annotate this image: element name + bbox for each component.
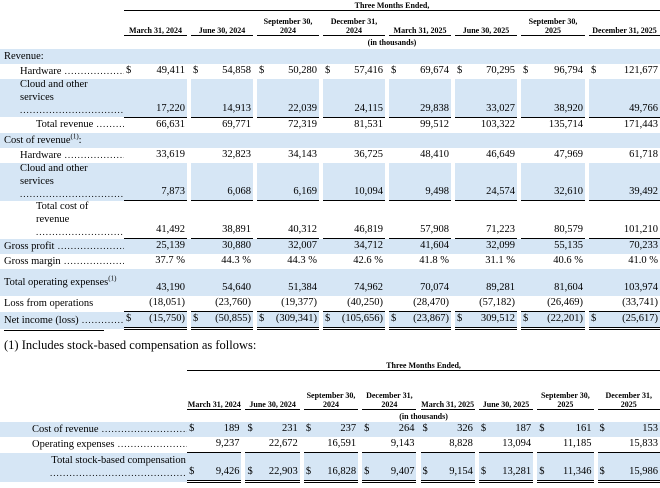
table-cell: [521, 312, 585, 329]
table-row: Total cost of revenue ..... 41,492 38,891 40,312 46,819 57,908 71,223 80,579 101,210: [0, 201, 660, 239]
table-cell: [589, 163, 660, 201]
cell-value: 16,591: [327, 438, 357, 449]
table-cell: [191, 201, 253, 239]
table-row: Cloud and other services ..... 7,873 6,068 6,169 10,094 9,498 24,574 32,610 39,492: [0, 163, 660, 201]
currency-symbol: $: [364, 466, 370, 477]
cell-value: 70,233: [629, 240, 658, 251]
currency-symbol: $: [259, 313, 265, 324]
cell-value: 11,185: [563, 438, 592, 449]
table-cell: [323, 79, 385, 117]
table-row: Total revenue ..... 66,631 69,771 72,319 81,531 99,512 103,322 135,714 171,443: [0, 117, 660, 133]
table-cell: [124, 64, 187, 79]
currency-symbol: $: [599, 466, 605, 477]
table-row: Gross margin ..... 37.7 % 44.3 % 44.3 % 42.6 % 41.8 % 31.1 % 40.6 % 41.0 %: [0, 254, 660, 269]
period-header: December 31, 2024: [362, 371, 416, 410]
period-header: September 30, 2024: [257, 11, 319, 36]
stock-compensation-table: [0, 360, 660, 483]
table-cell: [124, 269, 187, 296]
currency-symbol: $: [422, 466, 428, 477]
cell-value: 37.7 %: [155, 255, 185, 266]
cell-value: 40,312: [288, 224, 317, 235]
table-cell: [191, 79, 253, 117]
cell-value: 41,492: [156, 224, 185, 235]
table-cell: [389, 296, 451, 312]
footnote-text: (1) Includes stock-based compensation as follows:: [4, 338, 257, 352]
cell-value: 187: [515, 423, 532, 434]
cell-value: 48,410: [420, 148, 449, 160]
currency-symbol: $: [422, 423, 428, 434]
cell-value: 89,281: [486, 282, 515, 293]
table-cell: [191, 296, 253, 312]
table-cell: [537, 453, 593, 482]
currency-symbol: $: [457, 65, 463, 76]
table-cell: [389, 254, 451, 269]
cell-value: 38,891: [222, 224, 251, 235]
table-cell: [421, 437, 475, 453]
cell-value: 153: [642, 423, 658, 434]
table-cell: [521, 254, 585, 269]
table-cell: [389, 64, 451, 79]
cell-value: 80,579: [554, 224, 583, 235]
cell-value: 44.3 %: [287, 255, 317, 266]
cell-value: (309,341): [275, 313, 317, 324]
cell-value: 33,027: [486, 102, 515, 114]
cell-value: 8,828: [449, 438, 473, 449]
table-cell: [124, 79, 187, 117]
cell-value: 69,771: [222, 118, 251, 130]
cell-value: 33,619: [156, 148, 185, 160]
period-header: December 31, 2024: [323, 11, 385, 36]
table-cell: [362, 422, 416, 437]
currency-symbol: $: [189, 423, 195, 434]
table-cell: [421, 422, 475, 437]
cell-value: (23,867): [413, 313, 449, 324]
cell-value: (23,760): [215, 297, 251, 308]
cell-value: (105,656): [341, 313, 383, 324]
table-cell: [257, 117, 319, 133]
period-banner: Three Months Ended,: [187, 360, 660, 371]
table-cell: [537, 437, 593, 453]
table-cell: [455, 239, 517, 255]
cell-value: (33,741): [622, 297, 658, 308]
table-cell: [323, 117, 385, 133]
cell-value: 81,531: [354, 118, 383, 130]
cell-value: 74,962: [354, 282, 383, 293]
table-cell: [521, 296, 585, 312]
currency-symbol: $: [480, 466, 487, 477]
table-row: Hardware ..... $ 49,411 $ 54,858 $ 50,280 $ 57,416 $ 69,674 $ 70,295 $ 96,794 $ 121,677: [0, 64, 660, 79]
table-cell: [455, 64, 517, 79]
currency-symbol: $: [305, 423, 312, 434]
cell-value: 44.3 %: [221, 255, 251, 266]
cell-value: 34,712: [354, 240, 383, 251]
currency-symbol: $: [247, 466, 253, 477]
cell-value: 24,115: [354, 102, 383, 114]
table-cell: [589, 312, 660, 329]
cell-value: 55,135: [554, 240, 583, 251]
cell-value: 135,714: [548, 118, 583, 130]
currency-symbol: $: [591, 313, 597, 324]
table-cell: [589, 64, 660, 79]
table-cell: [124, 254, 187, 269]
period-header: March 31, 2025: [421, 371, 475, 410]
period-header: March 31, 2024: [124, 11, 187, 36]
table-cell: [389, 269, 451, 296]
currency-symbol: $: [126, 313, 132, 324]
cell-value: 9,426: [215, 466, 240, 477]
cell-value: 50,280: [288, 65, 317, 76]
cell-value: (28,470): [413, 297, 449, 308]
table-cell: [389, 312, 451, 329]
table-cell: [389, 79, 451, 117]
table-cell: [598, 422, 660, 437]
table-row: Operating expenses ..... 9,237 22,672 16,591 9,143 8,828 13,094 11,185 15,833: [0, 437, 660, 453]
cell-value: (50,855): [215, 313, 251, 324]
table-cell: [323, 163, 385, 201]
table-cell: [421, 453, 475, 482]
cell-value: 25,139: [156, 240, 185, 251]
table-cell: [389, 148, 451, 163]
period-header: March 31, 2024: [187, 371, 241, 410]
cell-value: 7,873: [161, 186, 185, 197]
table-cell: [521, 64, 585, 79]
cell-value: 96,794: [554, 65, 583, 76]
table-cell: [191, 239, 253, 255]
cell-value: 9,407: [390, 466, 415, 477]
cell-value: 66,631: [156, 118, 185, 130]
table-cell: [362, 453, 416, 482]
period-header: December 31, 2025: [598, 371, 660, 410]
cell-value: 9,498: [425, 186, 449, 197]
cell-value: 81,604: [554, 282, 583, 293]
table-cell: [598, 437, 660, 453]
period-header: June 30, 2024: [191, 11, 253, 36]
table-cell: [124, 163, 187, 201]
period-header: September 30, 2024: [304, 371, 358, 410]
cell-value: 30,880: [222, 240, 251, 251]
table-cell: [323, 201, 385, 239]
table-cell: [257, 163, 319, 201]
table-cell: [124, 239, 187, 255]
cell-value: 11,346: [563, 466, 592, 477]
cell-value: 41.8 %: [419, 255, 449, 266]
table-row: Total stock-based compensation ..... $ 9,426 $ 22,903 $ 16,828 $ 9,407 $ 9,154 $ 13,281 $ 11,346 $ 15,986: [0, 453, 660, 482]
period-header: March 31, 2025: [389, 11, 451, 36]
cell-value: 29,838: [420, 102, 449, 114]
cell-value: 32,007: [288, 240, 317, 251]
table-row: Cloud and other services ..... 17,220 14,913 22,039 24,115 29,838 33,027 38,920 49,766: [0, 79, 660, 117]
currency-symbol: $: [305, 466, 312, 477]
table-cell: [245, 422, 299, 437]
cell-value: 121,677: [623, 65, 658, 76]
cell-value: 57,416: [354, 65, 383, 76]
table-cell: [257, 239, 319, 255]
table-row: Gross profit ..... 25,139 30,880 32,007 34,712 41,604 32,099 55,135 70,233: [0, 239, 660, 255]
table-cell: [589, 148, 660, 163]
table-cell: [389, 117, 451, 133]
cell-value: 10,094: [354, 186, 383, 197]
cell-value: 6,068: [227, 186, 251, 197]
cell-value: 47,969: [554, 148, 583, 160]
table-row: Net income (loss) ..... $ (15,750) $ (50,855) $ (309,341) $ (105,656) $ (23,867) $ 309,512 $ (22,201) $ (25,617): [0, 312, 660, 329]
table-cell: [455, 117, 517, 133]
cell-value: 99,512: [420, 118, 449, 130]
table-cell: [589, 117, 660, 133]
cell-value: 14,913: [222, 102, 251, 114]
currency-symbol: $: [391, 65, 397, 76]
cell-value: 22,672: [268, 438, 298, 449]
table-cell: [191, 254, 253, 269]
cell-value: 24,574: [486, 186, 515, 197]
cell-value: 54,640: [222, 282, 251, 293]
table-cell: [245, 453, 299, 482]
table-cell: [257, 64, 319, 79]
table-cell: [521, 79, 585, 117]
table-cell: [455, 312, 517, 329]
currency-symbol: $: [259, 65, 265, 76]
currency-symbol: $: [599, 423, 605, 434]
cell-value: 42.6 %: [353, 255, 383, 266]
cell-value: 40.6 %: [553, 255, 583, 266]
cell-value: 161: [575, 423, 592, 434]
cell-value: 22,903: [268, 466, 298, 477]
currency-symbol: $: [457, 313, 463, 324]
cell-value: 57,908: [420, 224, 449, 235]
table-cell: [187, 422, 241, 437]
cell-value: 9,237: [215, 438, 240, 449]
table-cell: [389, 239, 451, 255]
cell-value: 41.0 %: [628, 255, 658, 266]
table-cell: [323, 254, 385, 269]
currency-symbol: $: [126, 65, 132, 76]
table-cell: [389, 201, 451, 239]
cell-value: 189: [223, 423, 240, 434]
period-header: June 30, 2025: [479, 371, 533, 410]
table-cell: [521, 239, 585, 255]
table-cell: [257, 201, 319, 239]
table-cell: [455, 148, 517, 163]
cell-value: 70,074: [420, 282, 449, 293]
currency-symbol: $: [325, 65, 331, 76]
table-row: Total operating expenses$^{(1)}$ 43,190 54,640 51,384 74,962 70,074 89,281 81,604 103,974: [0, 269, 660, 296]
cell-value: 32,823: [222, 148, 251, 160]
table-cell: [479, 422, 533, 437]
table-cell: [521, 148, 585, 163]
table-cell: [124, 296, 187, 312]
cost-heading: Cost of revenue$^{(1)}$:: [0, 133, 660, 148]
cell-value: 103,322: [480, 118, 515, 130]
table-cell: [521, 163, 585, 201]
table-cell: [257, 254, 319, 269]
table-cell: [187, 453, 241, 482]
currency-symbol: $: [325, 313, 331, 324]
cell-value: 6,169: [293, 186, 317, 197]
table-cell: [304, 422, 358, 437]
table-cell: [521, 117, 585, 133]
table-cell: [323, 239, 385, 255]
table-cell: [257, 269, 319, 296]
table-cell: [589, 269, 660, 296]
table-cell: [124, 117, 187, 133]
table-cell: [187, 437, 241, 453]
currency-symbol: $: [391, 313, 397, 324]
period-header: June 30, 2024: [245, 371, 299, 410]
cell-value: 9,143: [390, 438, 415, 449]
cell-value: 71,223: [486, 224, 515, 235]
currency-symbol: $: [523, 65, 529, 76]
table-cell: [389, 163, 451, 201]
cell-value: 69,674: [420, 65, 449, 76]
cell-value: 309,512: [480, 313, 515, 324]
table-cell: [191, 163, 253, 201]
table-cell: [191, 269, 253, 296]
table-cell: [362, 437, 416, 453]
currency-symbol: $: [247, 423, 253, 434]
cell-value: 13,094: [502, 438, 532, 449]
table-cell: [323, 312, 385, 329]
table-cell: [257, 79, 319, 117]
units-label: (in thousands): [399, 411, 448, 421]
table-cell: [589, 79, 660, 117]
cell-value: 49,411: [156, 65, 185, 76]
table-cell: [455, 163, 517, 201]
table-cell: [124, 148, 187, 163]
table-cell: [455, 254, 517, 269]
table-cell: [257, 148, 319, 163]
cell-value: 32,610: [554, 186, 583, 197]
cell-value: (15,750): [149, 313, 185, 324]
table-cell: [257, 312, 319, 329]
cell-value: (22,201): [547, 313, 583, 324]
cell-value: 15,833: [629, 438, 658, 449]
cell-value: 31.1 %: [485, 255, 515, 266]
table-cell: [124, 201, 187, 239]
table-cell: [589, 296, 660, 312]
cell-value: 36,725: [354, 148, 383, 160]
cell-value: 43,190: [156, 282, 185, 293]
currency-symbol: $: [539, 466, 545, 477]
table-row: Hardware ..... 33,619 32,823 34,143 36,725 48,410 46,649 47,969 61,718: [0, 148, 660, 163]
cell-value: 46,649: [486, 148, 515, 160]
cell-value: 326: [457, 423, 473, 434]
cell-value: 72,319: [288, 118, 317, 130]
footnote-divider: [4, 330, 104, 331]
cell-value: 171,443: [623, 118, 658, 130]
table-cell: [191, 148, 253, 163]
currency-symbol: $: [591, 65, 597, 76]
table-row: Loss from operations (18,051) (23,760) (19,377) (40,250) (28,470) (57,182) (26,469) (33,741): [0, 296, 660, 312]
cell-value: 51,384: [288, 282, 317, 293]
cell-value: (40,250): [347, 297, 383, 308]
cell-value: 54,858: [222, 65, 251, 76]
period-header: September 30, 2025: [521, 11, 585, 36]
currency-symbol: $: [193, 313, 199, 324]
cell-value: 46,819: [354, 224, 383, 235]
cell-value: 61,718: [629, 148, 658, 160]
table-cell: [191, 312, 253, 329]
table-cell: [455, 269, 517, 296]
table-cell: [455, 296, 517, 312]
table-cell: [455, 201, 517, 239]
table-cell: [191, 64, 253, 79]
cell-value: 41,604: [420, 240, 449, 251]
cell-value: 264: [398, 423, 415, 434]
cell-value: 39,492: [629, 186, 658, 197]
period-header: June 30, 2025: [455, 11, 517, 36]
cell-value: 22,039: [288, 102, 317, 114]
table-cell: [589, 239, 660, 255]
period-banner: Three Months Ended,: [124, 0, 660, 11]
table-cell: [323, 269, 385, 296]
currency-symbol: $: [364, 423, 370, 434]
cell-value: 34,143: [288, 148, 317, 160]
currency-symbol: $: [193, 65, 199, 76]
cell-value: (18,051): [149, 297, 185, 308]
table-cell: [323, 148, 385, 163]
cell-value: 103,974: [623, 282, 658, 293]
table-cell: [537, 422, 593, 437]
table-cell: [598, 453, 660, 482]
table-cell: [323, 296, 385, 312]
table-cell: [521, 201, 585, 239]
units-label: (in thousands): [367, 38, 417, 47]
cell-value: (57,182): [479, 297, 515, 308]
revenue-heading: Revenue:: [0, 49, 660, 64]
cell-value: 9,154: [449, 466, 473, 477]
table-cell: [479, 453, 533, 482]
period-header: September 30, 2025: [537, 371, 593, 410]
table-cell: [479, 437, 533, 453]
table-cell: [245, 437, 299, 453]
cell-value: (26,469): [547, 297, 583, 308]
currency-symbol: $: [189, 466, 195, 477]
table-cell: [304, 437, 358, 453]
table-cell: [589, 201, 660, 239]
cell-value: 70,295: [486, 65, 515, 76]
cell-value: 17,220: [156, 102, 185, 114]
cell-value: 237: [340, 423, 357, 434]
currency-symbol: $: [523, 313, 529, 324]
period-header: December 31, 2025: [589, 11, 660, 36]
table-cell: [304, 453, 358, 482]
cell-value: (19,377): [281, 297, 317, 308]
table-cell: [323, 64, 385, 79]
cell-value: 231: [282, 423, 298, 434]
cell-value: 16,828: [327, 466, 357, 477]
table-cell: [589, 254, 660, 269]
cell-value: 38,920: [554, 102, 583, 114]
cell-value: 49,766: [629, 102, 658, 114]
cell-value: 15,986: [629, 466, 658, 477]
cell-value: 32,099: [486, 240, 515, 251]
cell-value: 13,281: [502, 466, 532, 477]
cell-value: (25,617): [622, 313, 658, 324]
table-cell: [191, 117, 253, 133]
currency-symbol: $: [480, 423, 487, 434]
table-cell: [257, 296, 319, 312]
cell-value: 101,210: [623, 224, 658, 235]
table-row: Cost of revenue ..... $ 189 $ 231 $ 237 $ 264 $ 326 $ 187 $ 161 $ 153: [0, 422, 660, 437]
table-cell: [455, 79, 517, 117]
currency-symbol: $: [539, 423, 545, 434]
table-cell: [521, 269, 585, 296]
table-cell: [124, 312, 187, 329]
